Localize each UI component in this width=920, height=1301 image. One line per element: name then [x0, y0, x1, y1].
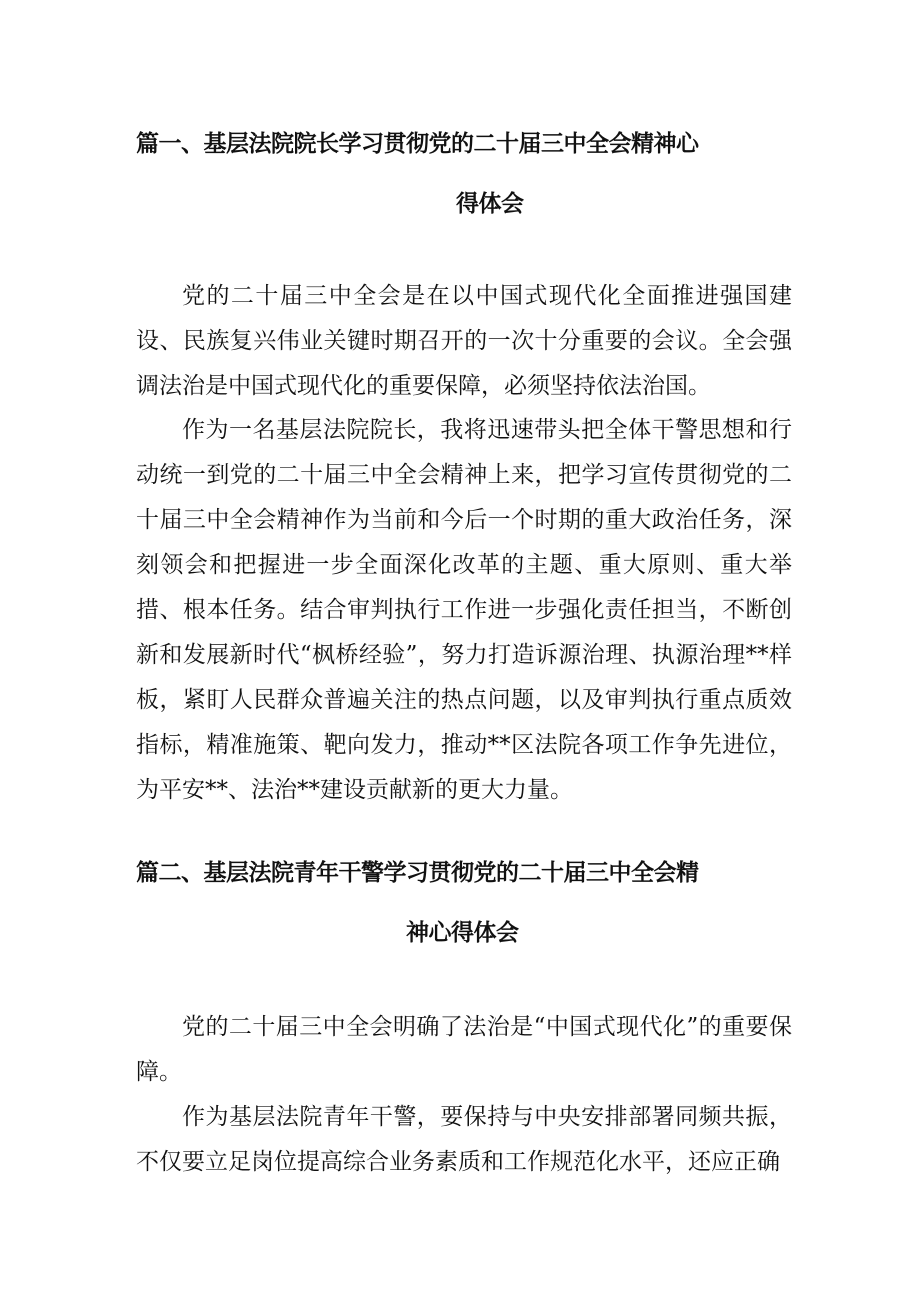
section-2-paragraph-2: 作为基层法院青年干警，要保持与中央安排部署同频共振，不仅要立足岗位提高综合业务素质和工作规范化水平，还应正确 — [136, 1104, 792, 1175]
section-2-paragraph-1: 党的二十届三中全会明确了法治是“中国式现代化”的重要保障。 — [136, 1014, 792, 1085]
section-1-title — [136, 114, 796, 234]
section-2-title-line2: 神心得体会 — [406, 920, 519, 946]
section-1-title-line2: 得体会 — [456, 191, 524, 217]
section-1-paragraph-2: 作为一名基层法院院长，我将迅速带头把全体干警思想和行动统一到党的二十届三中全会精神上来，把学习宣传贯彻党的二十届三中全会精神作为当前和今后一个时期的重大政治任务，深刻领会和把握进一步全面深化改革的主题、重大原则、重大举措、根本任务。结合审判执行工作进一步强化责任担当，不断创新和发展新时代“枫桥经验”，努力打造诉源治理、执源治理**样板，紧盯人民群众普遍关注的热点问题，以及审判执行重点质效指标，精准施策、靶向发力，推动**区法院各项工作争先进位，为平安**、法治**建设贡献新的更大力量。 — [136, 417, 792, 803]
section-1-title-line1: 篇一、基层法院院长学习贯彻党的二十届三中全会精神心 — [136, 131, 699, 157]
section-2-title-line1: 篇二、基层法院青年干警学习贯彻党的二十届三中全会精 — [136, 860, 699, 886]
section-2-title — [136, 843, 796, 963]
section-1-paragraph-1: 党的二十届三中全会是在以中国式现代化全面推进强国建设、民族复兴伟业关键时期召开的一次十分重要的会议。全会强调法治是中国式现代化的重要保障，必须坚持依法治国。 — [136, 283, 792, 399]
